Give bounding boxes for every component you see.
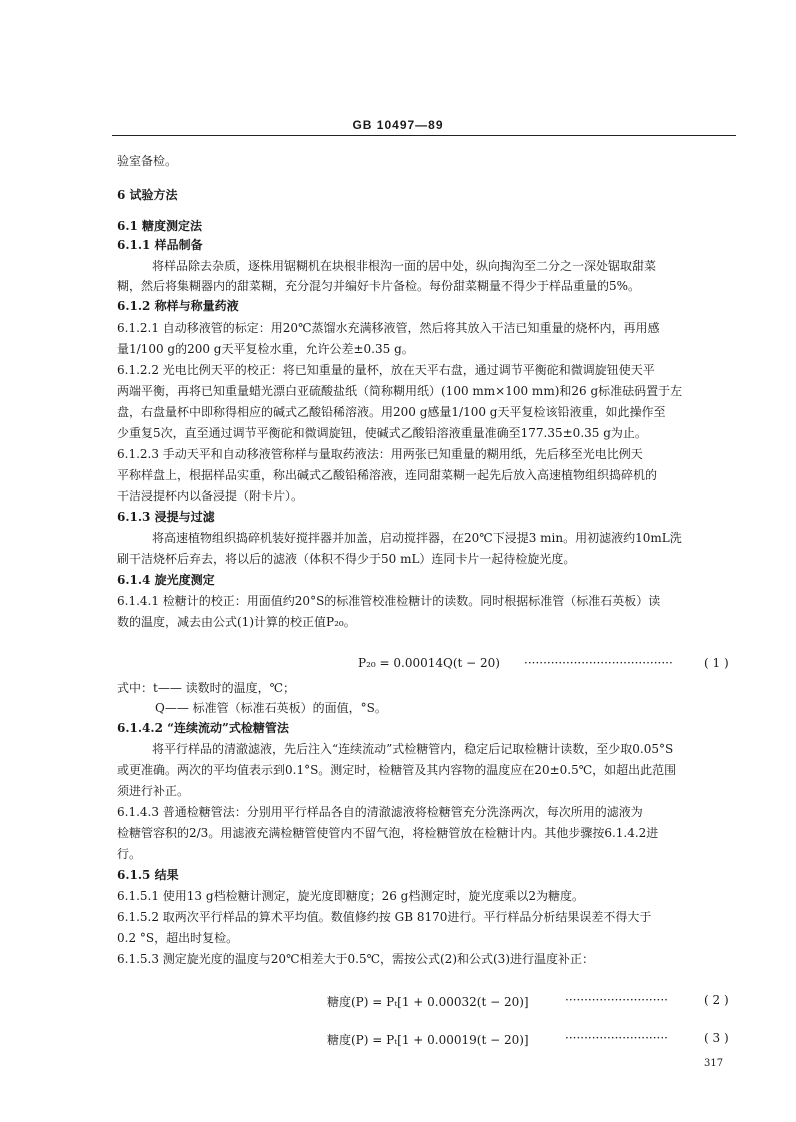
equation-number: ( 1 ) <box>704 656 729 670</box>
text-line: 检糖管容积的2/3。用滤液充满检糖管使管内不留气泡，将检糖管放在检糖计内。其他步骤按6.1.4.2进 <box>117 826 659 840</box>
text-line: 6.1.4.1 检糖计的校正：用面值约20°S的标准管校准检糖计的读数。同时根据标准管（标准石英板）读 <box>117 594 661 608</box>
equation-3: 糖度(P) = Pₜ[1 + 0.00019(t − 20)] <box>327 1033 529 1047</box>
text-line: 须进行补正。 <box>117 784 190 798</box>
text-line: 少重复5次，直至通过调节平衡砣和微调旋钮，使碱式乙酸铅溶液重量准确至177.35±0.35 g为止。 <box>117 426 647 440</box>
equation-leader: ······································· <box>524 656 673 670</box>
section-heading: 6.1.1 样品制备 <box>117 238 203 252</box>
section-heading: 6.1.5 结果 <box>117 868 179 882</box>
text-line: 将高速植物组织捣碎机装好搅拌器并加盖，启动搅拌器，在20℃下浸提3 min。用初滤液约10mL洗 <box>152 531 682 545</box>
equation-2: 糖度(P) = Pₜ[1 + 0.00032(t − 20)] <box>327 995 529 1009</box>
section-heading: 6.1 糖度测定法 <box>117 219 203 233</box>
section-heading: 6.1.2 称样与称量药液 <box>117 299 239 313</box>
text-line: 6.1.4.3 普通检糖管法：分别用平行样品各自的清澈滤液将检糖管充分洗涤两次，每次所用的滤液为 <box>117 805 643 819</box>
equation-leader: ··························· <box>565 1031 668 1045</box>
where-line: Q—— 标准管（标准石英板）的面值，°S。 <box>155 701 387 715</box>
equation-number: ( 3 ) <box>704 1031 729 1045</box>
text-line: 行。 <box>117 847 142 861</box>
text-line: 刷干洁烧杯后弃去，将以后的滤液（体积不得少于50 mL）连同卡片一起待检旋光度。 <box>117 552 576 566</box>
text-line: 0.2 °S，超出时复检。 <box>117 931 239 945</box>
page-number: 317 <box>704 1058 724 1069</box>
section-heading: 6 试验方法 <box>117 188 178 202</box>
text-line: 6.1.2.2 光电比例天平的校正：将已知重量的量杯，放在天平右盘，通过调节平衡砣和微调旋钮使天平 <box>117 363 655 377</box>
text-line: 将样品除去杂质，逐株用锯糊机在块根非根沟一面的居中处，纵向掏沟至二分之一深处锯取甜菜 <box>152 259 657 273</box>
text-line: 6.1.5.3 测定旋光度的温度与20℃相差大于0.5℃，需按公式(2)和公式(3)进行温度补正： <box>117 952 594 966</box>
text-line: 6.1.5.1 使用13 g档检糖计测定，旋光度即糖度；26 g档测定时，旋光度乘以2为糖度。 <box>117 889 584 903</box>
text-line: 量1/100 g的200 g天平复检水重，允许公差±0.35 g。 <box>117 342 414 356</box>
equation-leader: ··························· <box>565 993 668 1007</box>
where-line: 式中：t—— 读数时的温度，℃； <box>117 681 296 695</box>
text-line: 平称样盘上，根据样品实重，称出碱式乙酸铅稀溶液，连同甜菜糊一起先后放入高速植物组织捣碎机的 <box>117 468 658 482</box>
text-line: 糊，然后将集糊器内的甜菜糊，充分混匀并编好卡片备检。每份甜菜糊量不得少于样品重量的5%。 <box>117 279 641 293</box>
section-heading: 6.1.4 旋光度测定 <box>117 573 215 587</box>
section-heading: 6.1.4.2 “连续流动”式检糖管法 <box>117 721 289 735</box>
standard-number: GB 10497—89 <box>352 118 444 132</box>
text-line: 验室备检。 <box>117 154 178 168</box>
equation-1: P₂₀ = 0.00014Q(t − 20) <box>358 656 500 670</box>
text-line: 两端平衡，再将已知重量蜡光漂白亚硫酸盐纸（简称糊用纸）(100 mm×100 mm)和26 g标准砝码置于左 <box>117 384 683 398</box>
text-line: 6.1.5.2 取两次平行样品的算术平均值。数值修约按 GB 8170进行。平行样品分析结果误差不得大于 <box>117 910 652 924</box>
text-line: 数的温度，减去由公式(1)计算的校正值P₂₀。 <box>117 615 356 629</box>
text-line: 6.1.2.3 手动天平和自动移液管称样与量取药液法：用两张已知重量的糊用纸，先后移至光电比例天 <box>117 447 643 461</box>
text-line: 6.1.2.1 自动移液管的标定：用20℃蒸馏水充满移液管，然后将其放入干洁已知重量的烧杯内，再用感 <box>117 321 660 335</box>
text-line: 盘，右盘量杯中即称得相应的碱式乙酸铅稀溶液。用200 g感量1/100 g天平复检该铅液重，如此操作至 <box>117 405 666 419</box>
section-heading: 6.1.3 浸提与过滤 <box>117 510 215 524</box>
text-line: 干洁浸提杯内以备浸提（附卡片）。 <box>117 489 304 503</box>
text-line: 或更准确。两次的平均值表示到0.1°S。测定时，检糖管及其内容物的温度应在20±0.5℃，如超出此范围 <box>117 763 677 777</box>
header-rule <box>112 135 736 136</box>
text-line: 将平行样品的清澈滤液，先后注入“连续流动”式检糖管内，稳定后记取检糖计读数，至少取0.05°S <box>152 742 674 756</box>
equation-number: ( 2 ) <box>704 993 729 1007</box>
